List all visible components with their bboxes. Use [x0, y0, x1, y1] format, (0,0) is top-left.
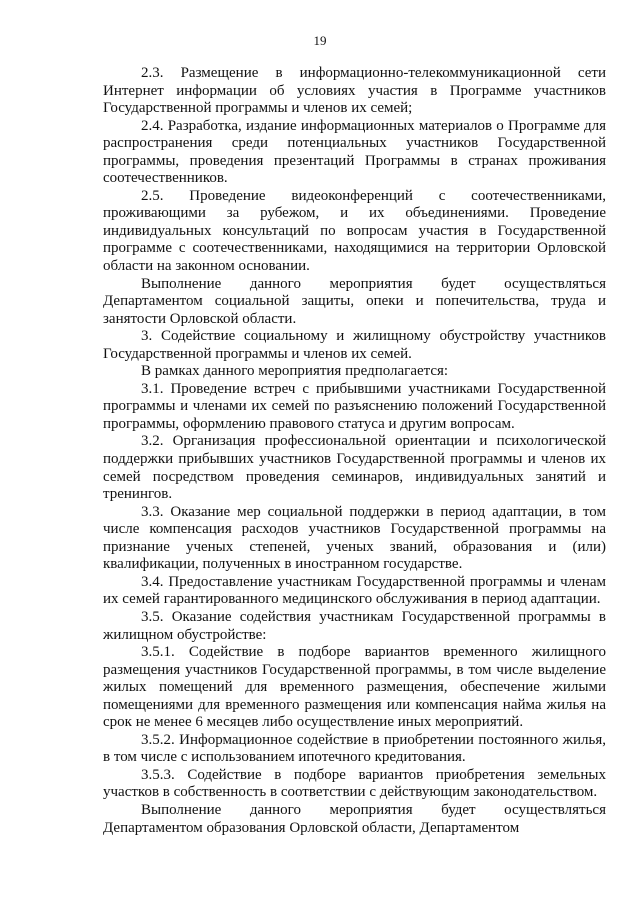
paragraph-responsible-education-department: Выполнение данного мероприятия будет осуществляться Департаментом образования Орловской области, Департаментом	[103, 801, 606, 836]
paragraph-3-4: 3.4. Предоставление участникам Государственной программы и членам их семей гарантированного медицинского обслуживания в период адаптации.	[103, 573, 606, 608]
document-body	[103, 65, 606, 837]
paragraph-2-3: 2.3. Размещение в информационно-телекоммуникационной сети Интернет информации об условиях участия в Программе участников Государственной программы и членов их семей;	[103, 65, 606, 117]
paragraph-responsible-social-department: Выполнение данного мероприятия будет осуществляться Департаментом социальной защиты, опеки и попечительства, труда и занятости Орловской области.	[103, 275, 606, 327]
paragraph-3-3: 3.3. Оказание мер социальной поддержки в период адаптации, в том числе компенсация расходов участников Государственной программы на признание ученых степеней, ученых званий, образования и (или) квалификации, полученных в иностранном государстве.	[103, 503, 606, 573]
paragraph-2-4: 2.4. Разработка, издание информационных материалов о Программе для распространения среди потенциальных участников Государственной программы, проведения презентаций Программы в странах проживания соотечественников.	[103, 117, 606, 187]
page-number: 19	[313, 33, 327, 48]
paragraph-3-1: 3.1. Проведение встреч с прибывшими участниками Государственной программы и членами их семей по разъяснению положений Государственной программы, оформлению правового статуса и другим вопросам.	[103, 380, 606, 432]
paragraph-3-5: 3.5. Оказание содействия участникам Государственной программы в жилищном обустройстве:	[103, 608, 606, 643]
paragraph-2-5: 2.5. Проведение видеоконференций с соотечественниками, проживающими за рубежом, и их объединениями. Проведение индивидуальных консультаций по вопросам участия в Государственной программе с соотечественниками, находящимися на территории Орловской области на законном основании.	[103, 187, 606, 275]
paragraph-3-5-3: 3.5.3. Содействие в подборе вариантов приобретения земельных участков в собственность в соответствии с действующим законодательством.	[103, 766, 606, 801]
paragraph-3-intro: В рамках данного мероприятия предполагается:	[141, 363, 449, 380]
paragraph-3-5-1: 3.5.1. Содействие в подборе вариантов временного жилищного размещения участников Государственной программы, в том числе выделение жилых помещений для временного размещения, обеспечение жилыми помещениями для временного размещения или компенсация найма жилья на срок не менее 6 месяцев либо осуществление иных мероприятий.	[103, 644, 606, 731]
paragraph-3-heading: 3. Содействие социальному и жилищному обустройству участников Государственной программы и членов их семей.	[103, 328, 606, 362]
paragraph-3-5-2: 3.5.2. Информационное содействие в приобретении постоянного жилья, в том числе с использованием ипотечного кредитования.	[103, 731, 606, 766]
paragraph-3-2: 3.2. Организация профессиональной ориентации и психологической поддержки прибывших участников Государственной программы и членов их семей посредством проведения семинаров, индивидуальных занятий и тренингов.	[103, 433, 606, 503]
